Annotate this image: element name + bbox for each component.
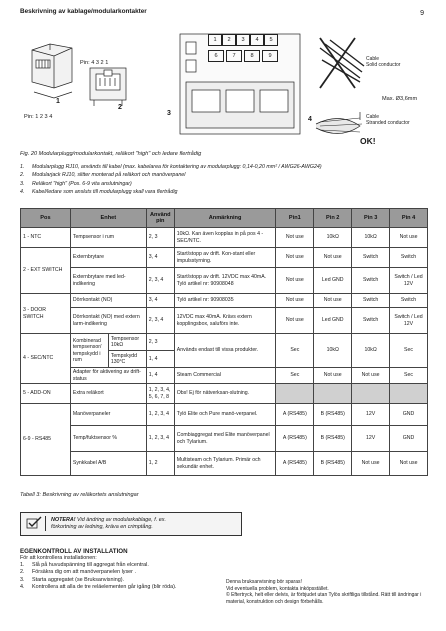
cell-pin2: 10kΩ (314, 228, 352, 248)
note-item (20, 163, 430, 171)
table-row (21, 404, 428, 426)
column-header: Pin 3 (352, 209, 390, 228)
rj10-jack-drawing (90, 68, 126, 106)
cell-pin4: Not use (390, 228, 428, 248)
stranded-conductor-label: Stranded conductor (366, 120, 410, 126)
step-item (20, 562, 176, 569)
step-number: 3. (20, 576, 25, 583)
table-row (21, 368, 428, 384)
figure-label-3: 3 (167, 110, 171, 117)
cell-pin2: B (RS485) (314, 426, 352, 452)
column-header: Pin 4 (390, 209, 428, 228)
cell-pin1: A (RS485) (276, 404, 314, 426)
note-label: NOTERA! (51, 517, 76, 523)
cell-anm: Används endast till vissa produkter. (174, 334, 276, 368)
table-row (21, 452, 428, 476)
cell-anm: Start/stopp av drift. Kon-stant eller impulsstyrning. (174, 248, 276, 268)
cell-pin: 2, 3 (146, 334, 174, 351)
table-row (21, 334, 428, 351)
cell-pin3: Not use (352, 452, 390, 476)
note-text (51, 517, 236, 531)
cell-pin: 3, 4 (146, 294, 174, 308)
cell-pin3: Switch (352, 308, 390, 334)
cell-pin3: Switch (352, 294, 390, 308)
installation-steps (20, 555, 176, 591)
footer-notice (226, 579, 431, 605)
note-text: Kabel/ledare som ansluts till modularplugg skall vara flertrådig (32, 189, 178, 196)
cell-pin4: Sec (390, 368, 428, 384)
cell-pin3: Not use (352, 368, 390, 384)
footer-line: © Eftertryck, helt eller delvis, är förbjudet utan Tylös skriftliga tillstånd. Rätt till ändringar i material, konstruktion och design förbehålls. (226, 592, 422, 605)
table-row (21, 228, 428, 248)
note-text-line: Vid ändring av modularkablage, f. ex. (75, 517, 166, 523)
note-number: 4. (20, 189, 25, 196)
cell-anm: 12VDC max 40mA. Krävs extern kopplingsbox, saluförs inte. (174, 308, 276, 334)
note-text-line: förkortning av ledning, kräva en crimptång. (51, 523, 153, 530)
cell-anm: Combiaggregat med Elite manöverpanel och Tylarium. (174, 426, 276, 452)
table-row (21, 384, 428, 404)
table-caption: Tabell 3: Beskrivning av reläkortets anslutningar (20, 492, 139, 498)
note-number: 1. (20, 164, 25, 170)
cell-anm: Tylö Elite och Pure manö-verpanel. (174, 404, 276, 426)
board-number: 7 (226, 50, 242, 62)
step-item (20, 577, 176, 584)
cell-pin3: Switch (352, 248, 390, 268)
cell-pin1: Not use (276, 228, 314, 248)
cell-pin: 1, 4 (146, 368, 174, 384)
note-item (20, 180, 430, 188)
cell-sub-enhet: Tempskydd 130°C (108, 351, 146, 368)
step-text: Försäkra dig om att manöverpanelen lyser . (32, 569, 136, 576)
cell-pin1: Not use (276, 268, 314, 294)
cell-anm-line: Start/stopp av drift. 12VDC max 40mA. (176, 274, 267, 281)
ok-label: OK! (360, 136, 376, 146)
cell-pin1: Not use (276, 294, 314, 308)
table-row (21, 268, 428, 294)
cell-pin1: Sec (276, 334, 314, 368)
step-number: 1. (20, 562, 25, 569)
column-header: Pin1 (276, 209, 314, 228)
column-header: Enhet (70, 209, 146, 228)
cell-pin3: 10kΩ (352, 228, 390, 248)
cell-pin1: A (RS485) (276, 452, 314, 476)
board-number: 9 (262, 50, 278, 62)
board-number: 3 (236, 34, 250, 46)
connector-figure (20, 20, 428, 148)
cell-anm-line: Tylö artikel nr: 90908048 (176, 280, 234, 287)
cell-pin4: Switch / Led 12V (390, 308, 428, 334)
cell-pin: 1, 4 (146, 351, 174, 368)
cell-pos: 1 - NTC (21, 228, 71, 248)
board-number: 1 (208, 34, 222, 46)
stranded-cable-label: Cable (366, 114, 380, 120)
cell-enhet: Kombinerad tempsensor/ tempskydd i rum (70, 334, 108, 368)
cell-pin4: Switch (390, 248, 428, 268)
installation-intro: För att kontrollera installationen: (20, 555, 97, 561)
cell-pin: 1, 2 (146, 452, 174, 476)
figure-label-4: 4 (308, 116, 312, 123)
cell-pin2: Led GND (314, 308, 352, 334)
cell-pin: 1, 2, 3, 4 (146, 404, 174, 426)
table-header-row (21, 209, 428, 228)
figure-label-1: 1 (56, 98, 60, 105)
note-text: Reläkort "high" (Pos. 6-9 vita anslutningar) (32, 180, 132, 187)
cell-pin4: Sec (390, 334, 428, 368)
cell-pos: 3 - DOOR SWITCH (21, 294, 71, 334)
cell-pin: 2, 3, 4 (146, 308, 174, 334)
cell-enhet: Dörrkontakt (NO) (70, 294, 146, 308)
pin-order-bottom: Pin: 1 2 3 4 (24, 114, 53, 120)
column-header: Använd pin (146, 209, 174, 228)
rj10-plug-drawing (32, 44, 72, 98)
cell-pos: 6-9 - RS485 (21, 404, 71, 476)
table-row (21, 294, 428, 308)
figure-notes (20, 163, 430, 197)
cell-empty (276, 384, 314, 404)
cell-anm: Obs! Ej för nätverksan-slutning. (174, 384, 276, 404)
cell-anm: Steam Commercial (174, 368, 276, 384)
cell-pin1: Not use (276, 308, 314, 334)
cell-empty (352, 384, 390, 404)
cell-pin1: A (RS485) (276, 426, 314, 452)
table-row (21, 248, 428, 268)
cell-pos: 5 - ADD-ON (21, 384, 71, 404)
cell-pin: 1, 2, 3, 4 (146, 426, 174, 452)
cell-anm: 10kΩ. Kan även kopplas in på pos 4 - SEC/NTC. (174, 228, 276, 248)
cell-pin4: Switch (390, 294, 428, 308)
note-item (20, 188, 430, 196)
cell-pin4: GND (390, 426, 428, 452)
cell-pin1: Sec (276, 368, 314, 384)
cell-enhet: Synkkabel A/B (70, 452, 146, 476)
note-number: 2. (20, 172, 25, 179)
cell-empty (390, 384, 428, 404)
cell-enhet: Dörrkontakt (NO) med extern larm-indikering (70, 308, 146, 334)
cell-pin4: Switch / Led 12V (390, 268, 428, 294)
page-number: 9 (420, 10, 424, 17)
cell-pin: 1, 2, 3, 4, 5, 6, 7, 8 (146, 384, 174, 404)
cell-pin1: Not use (276, 248, 314, 268)
cell-enhet: Manöverpaneler (70, 404, 146, 426)
board-number: 5 (264, 34, 278, 46)
cell-pin: 2, 3 (146, 228, 174, 248)
cell-enhet: Adapter för aktivering av drift-status (70, 368, 146, 384)
cell-enhet: Externbrytare med led-indikering (70, 268, 146, 294)
pencil-check-icon (25, 516, 46, 531)
max-diameter-label: Max. Ø3,6mm (382, 96, 418, 102)
step-text: Slå på huvudspänning till aggregat från elcentral. (32, 562, 149, 569)
note-text: Modularjack RJ10, slitter monterad på reläkort och manöverpanel (32, 172, 186, 179)
column-header: Pos (21, 209, 71, 228)
cell-pin2: B (RS485) (314, 404, 352, 426)
cell-pin2: B (RS485) (314, 452, 352, 476)
solid-cable-label: Cable (366, 56, 380, 62)
cell-pin2: Not use (314, 248, 352, 268)
pin-order-top: Pin: 4 3 2 1 (80, 60, 109, 66)
cell-anm (174, 268, 276, 294)
cell-pin3: 12V (352, 426, 390, 452)
solid-conductor-label: Solid conductor (366, 62, 401, 68)
table-row (21, 308, 428, 334)
step-item (20, 584, 176, 591)
cell-pin2: Not use (314, 368, 352, 384)
note-text: Modularplugg RJ10, används till kabel (max. kabelarea för kontaktering av modularplugg: 0,14-0,20 mm² / AWG26-AWG24) (32, 164, 322, 170)
cell-enhet: Tempsensor i rum (70, 228, 146, 248)
cell-pin4: GND (390, 404, 428, 426)
note-box (20, 512, 242, 536)
cell-pos: 2 - EXT SWITCH (21, 248, 71, 294)
installation-title: EGENKONTROLL AV INSTALLATION (20, 548, 128, 555)
figure-caption: Fig. 20 Modularplugg/modularkontakt, reläkort "high" och ledare flertrådig (20, 151, 202, 157)
cell-pin: 3, 4 (146, 248, 174, 268)
connection-table (20, 208, 428, 476)
cell-enhet: Extra reläkort (70, 384, 146, 404)
cell-pin4: Not use (390, 452, 428, 476)
note-item (20, 171, 430, 179)
cell-anm: Tylö artikel nr: 90908035 (174, 294, 276, 308)
board-number: 8 (244, 50, 260, 62)
footer-line: Vid eventuella problem, kontakta inköpsstället. (226, 585, 329, 592)
cell-pin3: 12V (352, 404, 390, 426)
cell-pin2: Led GND (314, 268, 352, 294)
footer-line: Denna bruksanvisning bör sparas! (226, 579, 302, 585)
step-text: Kontrollera att alla de tre reläelementen går igång (blir röda). (32, 583, 177, 590)
board-number: 4 (250, 34, 264, 46)
step-number: 2. (20, 569, 25, 576)
cell-pin3: 10kΩ (352, 334, 390, 368)
table-row (21, 426, 428, 452)
relay-board-drawing (180, 34, 300, 134)
cell-pos: 4 - SEC/NTC (21, 334, 71, 384)
board-number: 6 (208, 50, 224, 62)
cell-pin3: Switch (352, 268, 390, 294)
step-number: 4. (20, 583, 25, 590)
column-header: Anmärkning (174, 209, 276, 228)
cell-anm: Multisteam och Tylarium. Primär och sekundär enhet. (174, 452, 276, 476)
figure-label-2: 2 (118, 104, 122, 111)
cell-pin2: 10kΩ (314, 334, 352, 368)
cell-enhet: Temp/fuktsensor % (70, 426, 146, 452)
cell-pin2: Not use (314, 294, 352, 308)
cable-drawing (316, 38, 364, 134)
cell-pin: 2, 3, 4 (146, 268, 174, 294)
note-number: 3. (20, 180, 25, 187)
page-header-title: Beskrivning av kablage/modularkontakter (20, 8, 147, 15)
cell-enhet: Externbrytare (70, 248, 146, 268)
board-number: 2 (222, 34, 236, 46)
column-header: Pin 2 (314, 209, 352, 228)
step-item (20, 569, 176, 576)
cell-empty (314, 384, 352, 404)
cell-sub-enhet: Tempsensor 10kΩ (108, 334, 146, 351)
step-text: Starta aggregatet (se Bruksanvisning). (32, 576, 124, 583)
